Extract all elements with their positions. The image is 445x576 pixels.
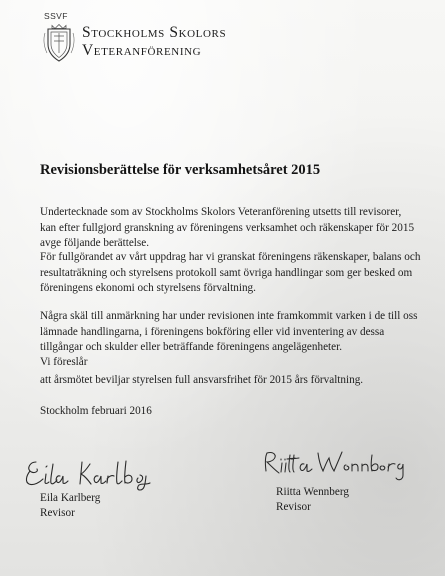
organization-name-line2: Veteranförening (82, 42, 202, 60)
signer-right-name: Riitta Wennberg (276, 486, 349, 498)
organization-name (82, 24, 226, 61)
signer-left (40, 491, 100, 521)
paragraph-intro: Undertecknade som av Stockholms Skolors Veteranförening utsetts till revisorer, kan efter fullgjord granskning av föreningens verksamhet och räkenskaper för 2015 avge följande berättelse. (40, 206, 415, 249)
document-title: Revisionsberättelse för verksamhetsåret 2015 (40, 162, 321, 178)
paragraph-proposal: att årsmötet beviljar styrelsen full ansvarsfrihet för 2015 års förvaltning. (40, 374, 364, 386)
paragraph-proposal-heading: Vi föreslår (40, 356, 88, 368)
paragraph-scope: För fullgörandet av vårt uppdrag har vi granskat föreningens räkenskaper, balans och resultaträkning och styrelsens protokoll samt övriga handlingar som ger besked om föreningens ekonomi och styrelsens förvaltning. (40, 251, 421, 294)
handwritten-signature-right (260, 447, 410, 485)
organization-name-line1: Stockholms Skolors (82, 24, 227, 41)
letterhead-abbreviation: SSVF (44, 11, 68, 21)
heraldic-shield-icon (43, 23, 75, 63)
letterhead (42, 10, 402, 66)
place-and-date: Stockholm februari 2016 (40, 405, 152, 417)
signer-left-name: Eila Karlberg (40, 492, 101, 504)
signer-right (276, 485, 349, 515)
paragraph-findings: Några skäl till anmärkning har under revisionen inte framkommit varken i de till oss lämnade handlingarna, i föreningens bokföring eller vid inventering av dessa tillgångar och skulder eller beträffande föreningens angelägenheter. (40, 310, 418, 353)
handwritten-signature-left (20, 452, 180, 492)
signer-left-role: Revisor (40, 507, 75, 519)
signer-right-role: Revisor (276, 501, 311, 513)
